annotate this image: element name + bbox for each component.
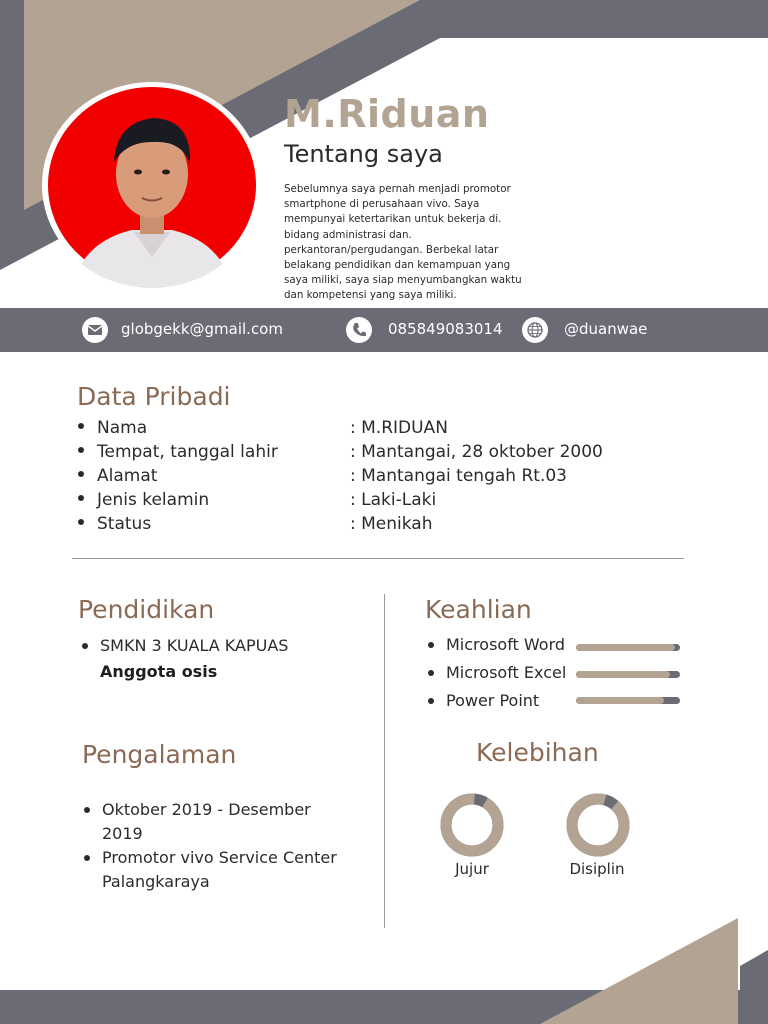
strength-label-jujur: Jujur [455,860,489,878]
personal-data-title: Data Pribadi [77,382,231,411]
personal-value-gender: : Laki-Laki [350,490,437,510]
strength-label-disiplin: Disiplin [569,860,625,878]
skill-bar-excel [576,671,680,678]
about-title: Tentang saya [284,140,443,168]
skill-item: Microsoft Word [446,633,565,657]
globe-icon [522,317,548,343]
social-text[interactable]: @duanwae [564,320,648,338]
contact-bar [0,308,768,352]
skills-title: Keahlian [425,595,532,624]
experience-item: Oktober 2019 - Desember 2019 [102,798,311,846]
skill-bar-word [576,644,680,651]
email-text[interactable]: globgekk@gmail.com [121,320,283,338]
experience-title: Pengalaman [82,740,237,769]
personal-row-address: Alamat [78,466,157,486]
personal-row-status: Status [78,514,151,534]
phone-text[interactable]: 085849083014 [388,320,503,338]
skill-item: Microsoft Excel [446,661,566,685]
personal-row-birth: Tempat, tanggal lahir [78,442,278,462]
horizontal-divider [72,558,684,559]
strength-ring-disiplin [565,792,631,858]
profile-photo [42,82,262,288]
personal-value-status: : Menikah [350,514,433,534]
full-name: M.Riduan [284,92,490,136]
education-title: Pendidikan [78,595,215,624]
personal-value-address: : Mantangai tengah Rt.03 [350,466,567,486]
email-icon [82,317,108,343]
personal-value-birth: : Mantangai, 28 oktober 2000 [350,442,603,462]
personal-value-name: : M.RIDUAN [350,418,448,438]
skill-bar-powerpoint [576,697,680,704]
personal-row-name: Nama [78,418,147,438]
strengths-title: Kelebihan [476,738,599,767]
skill-item: Power Point [446,689,539,713]
education-note: Anggota osis [100,662,218,681]
education-school: SMKN 3 KUALA KAPUAS [100,634,288,658]
vertical-divider [384,594,385,928]
strength-ring-jujur [439,792,505,858]
personal-row-gender: Jenis kelamin [78,490,209,510]
experience-item: Promotor vivo Service Center Palangkaraya [102,846,337,894]
about-text: Sebelumnya saya pernah menjadi promotor smartphone di perusahaan vivo. Saya mempunyai ketertarikan untuk bekerja di. bidang administrasi dan. perkantoran/pergudangan. Berbekal latar belakang pendidikan dan kemampuan yang saya miliki, saya siap menyumbangkan waktu dan kompetensi yang saya miliki. [284,183,522,302]
phone-icon [346,317,372,343]
